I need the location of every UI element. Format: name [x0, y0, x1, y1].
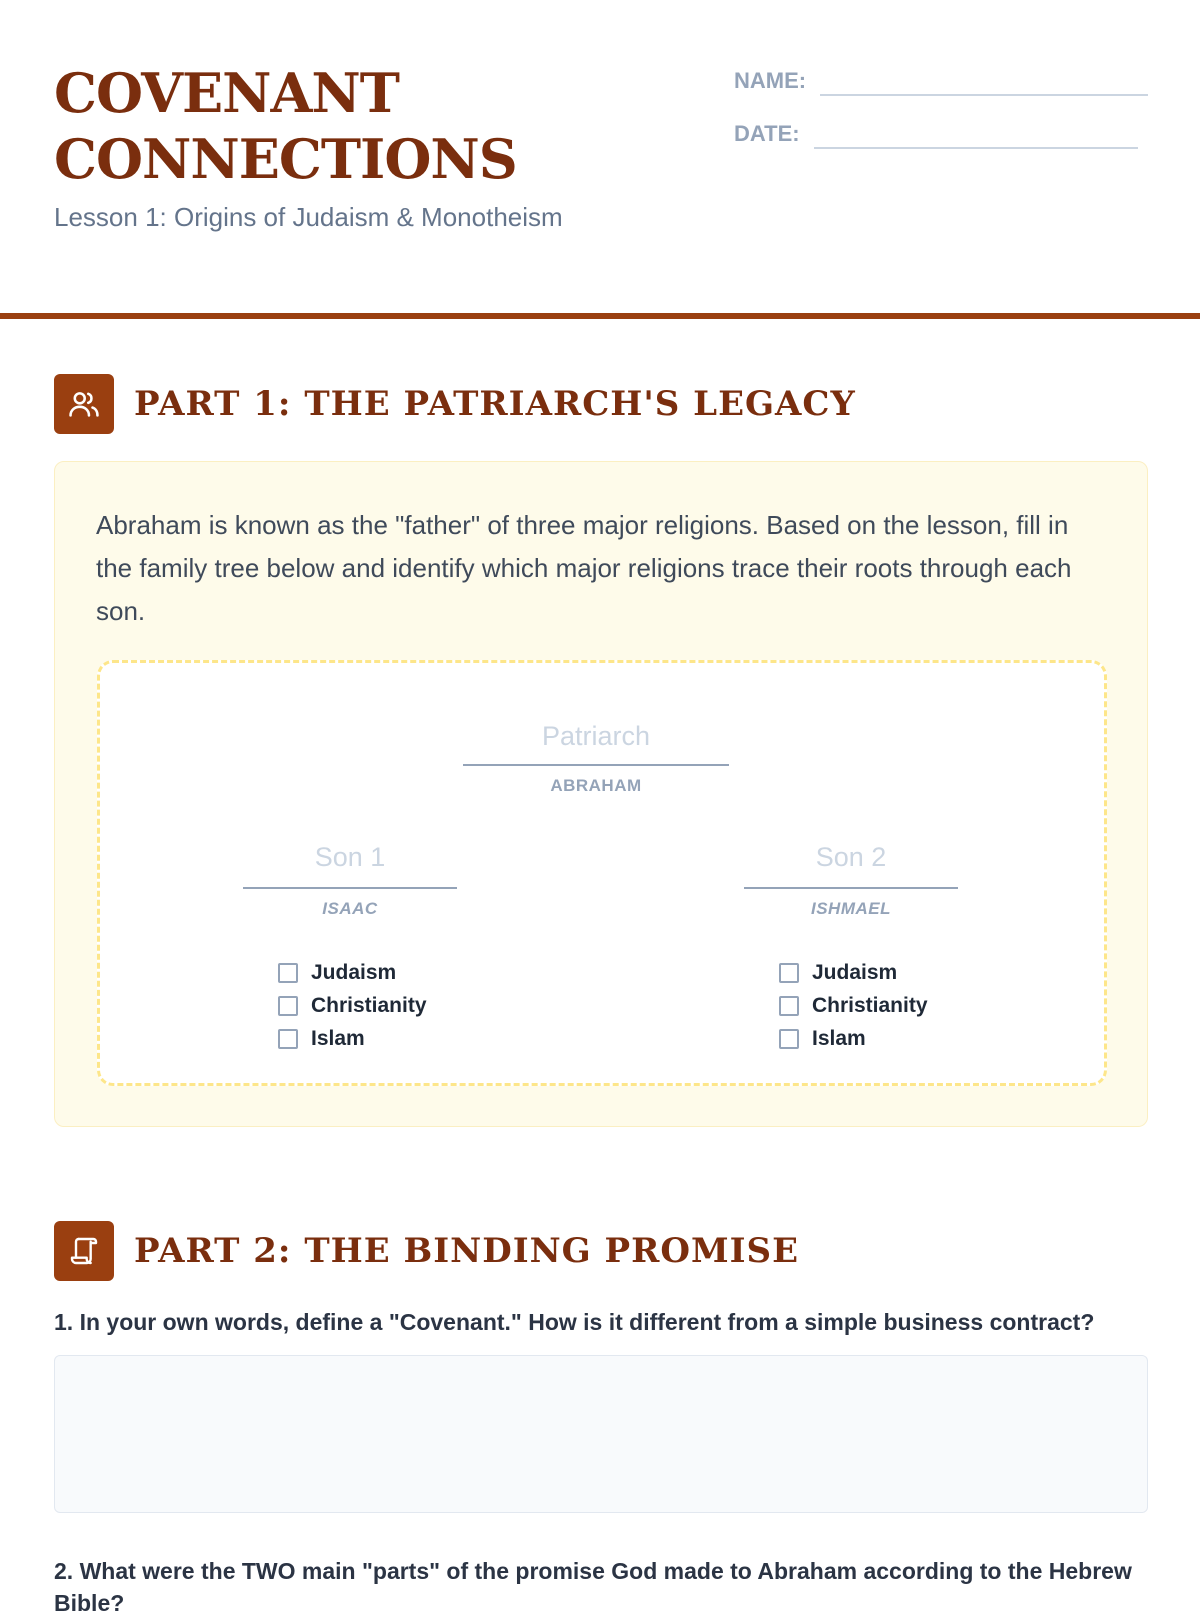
header-divider	[0, 313, 1200, 319]
checkbox[interactable]	[779, 1029, 799, 1049]
question-2: 2. What were the TWO main "parts" of the promise God made to Abraham according to the Hebrew Bible?	[54, 1558, 1132, 1616]
option-label: Islam	[812, 1026, 866, 1050]
scroll-icon	[54, 1221, 114, 1281]
title-line-1: COVENANT	[54, 61, 399, 125]
son1-caption: ISAAC	[322, 899, 378, 918]
part1-heading	[54, 374, 856, 434]
date-label: DATE:	[734, 121, 800, 146]
son1-field[interactable]: Son 1	[314, 842, 386, 872]
son2-religion-options	[779, 956, 928, 1055]
title-line-2: CONNECTIONS	[54, 127, 517, 191]
checkbox[interactable]	[278, 1029, 298, 1049]
part2-title: PART 2: THE BINDING PROMISE	[134, 1231, 799, 1271]
question-1-answer-box[interactable]	[54, 1355, 1148, 1513]
option-label: Judaism	[812, 960, 898, 984]
option-label: Christianity	[311, 993, 427, 1017]
student-info	[734, 56, 1148, 162]
option-label: Christianity	[812, 993, 928, 1017]
part2-heading	[54, 1221, 799, 1281]
worksheet-title	[54, 60, 654, 192]
son2-underline	[744, 887, 958, 889]
son2-option-islam[interactable]	[779, 1022, 928, 1055]
son2-option-christianity[interactable]	[779, 989, 928, 1022]
son2-caption: ISHMAEL	[811, 899, 891, 918]
son1-religion-options	[278, 956, 427, 1055]
name-row	[734, 56, 1148, 96]
date-row	[734, 109, 1148, 149]
son2-option-judaism[interactable]	[779, 956, 928, 989]
date-field[interactable]	[814, 111, 1138, 149]
patriarch-caption: ABRAHAM	[550, 776, 642, 795]
option-label: Islam	[311, 1026, 365, 1050]
worksheet-header	[54, 60, 654, 233]
son1-node	[243, 837, 457, 919]
son2-node	[744, 837, 958, 919]
son2-field[interactable]: Son 2	[815, 842, 887, 872]
question-1: 1. In your own words, define a "Covenant." How is it different from a simple business contract?	[54, 1309, 1095, 1335]
name-label: NAME:	[734, 68, 807, 93]
family-tree	[97, 660, 1107, 1086]
option-label: Judaism	[311, 960, 397, 984]
name-field[interactable]	[820, 58, 1148, 96]
son1-option-christianity[interactable]	[278, 989, 427, 1022]
part1-instructions: Abraham is known as the "father" of three major religions. Based on the lesson, fill in the family tree below and identify which major religions trace their roots through each son.	[96, 510, 1072, 626]
checkbox[interactable]	[278, 996, 298, 1016]
son1-option-islam[interactable]	[278, 1022, 427, 1055]
patriarch-node	[463, 716, 729, 796]
checkbox[interactable]	[779, 996, 799, 1016]
checkbox[interactable]	[779, 963, 799, 983]
lesson-subtitle: Lesson 1: Origins of Judaism & Monotheism	[54, 202, 563, 232]
patriarch-field[interactable]: Patriarch	[541, 721, 651, 751]
part1-title: PART 1: THE PATRIARCH'S LEGACY	[134, 384, 856, 424]
son1-underline	[243, 887, 457, 889]
checkbox[interactable]	[278, 963, 298, 983]
users-icon	[54, 374, 114, 434]
son1-option-judaism[interactable]	[278, 956, 427, 989]
part1-panel	[54, 461, 1148, 1127]
patriarch-underline	[463, 764, 729, 766]
